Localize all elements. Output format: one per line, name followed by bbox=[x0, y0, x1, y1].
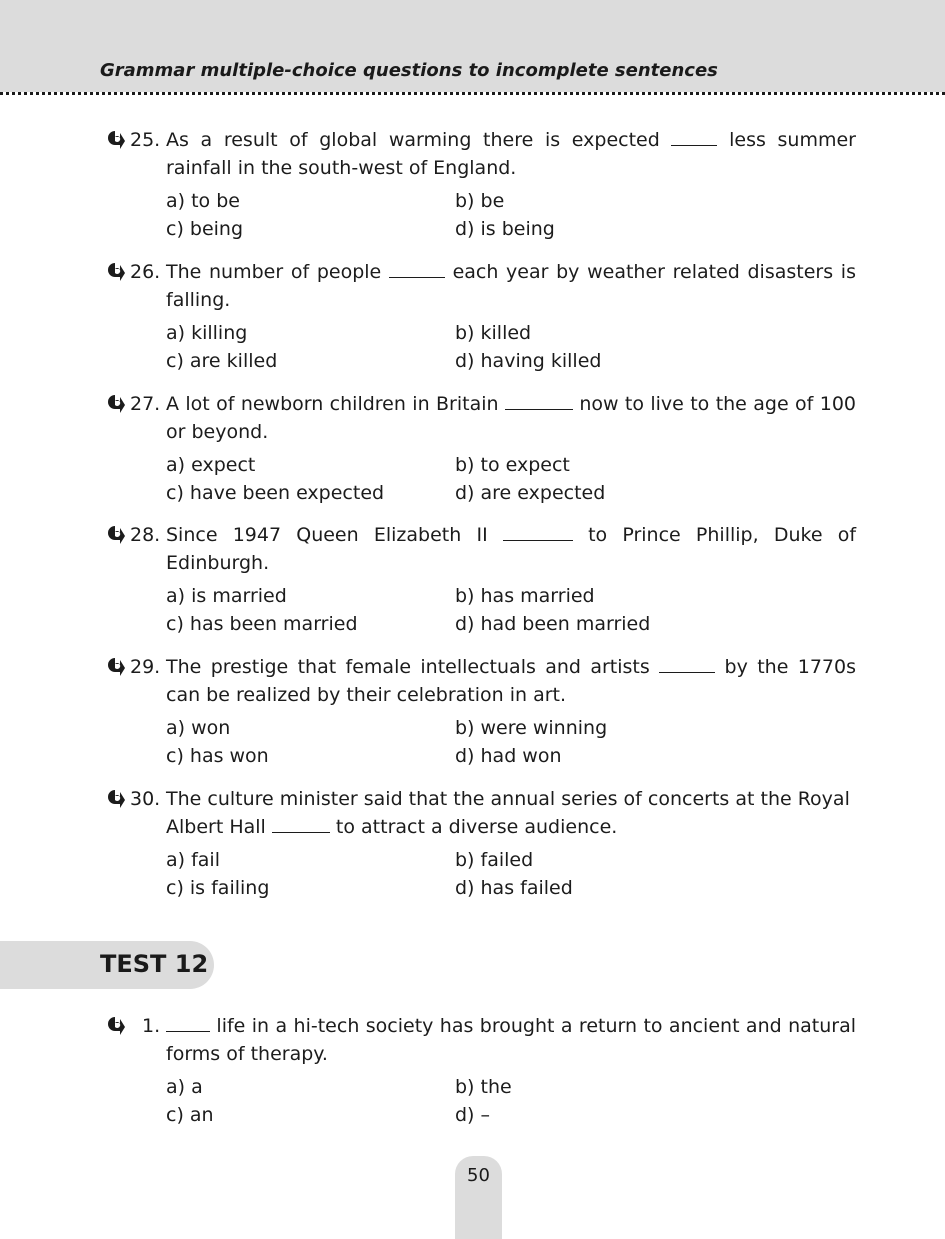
answer-blank[interactable] bbox=[389, 261, 445, 278]
answer-options bbox=[166, 187, 766, 243]
answer-options bbox=[166, 1073, 766, 1129]
question-text: As a result of global warming there is expected less summer rainfall in the south-west of England. bbox=[166, 129, 856, 179]
answer-blank[interactable] bbox=[505, 393, 573, 410]
option-a[interactable]: a) is married bbox=[166, 585, 287, 607]
question-text: The number of people each year by weather related disasters is falling. bbox=[166, 261, 856, 311]
option-a[interactable]: a) expect bbox=[166, 454, 256, 476]
option-c[interactable]: c) has been married bbox=[166, 613, 358, 635]
option-d[interactable]: d) are expected bbox=[455, 482, 606, 504]
arrow-icon bbox=[103, 1013, 125, 1035]
option-b[interactable]: b) be bbox=[455, 190, 505, 212]
option-a[interactable]: a) fail bbox=[166, 849, 220, 871]
question-text: The prestige that female intellectuals and artists by the 1770s can be realized by their celebration in art. bbox=[166, 656, 856, 706]
option-b[interactable]: b) the bbox=[455, 1076, 512, 1098]
answer-options bbox=[166, 582, 766, 638]
page-header bbox=[0, 0, 945, 92]
option-d[interactable]: d) had been married bbox=[455, 613, 651, 635]
option-c[interactable]: c) are killed bbox=[166, 350, 278, 372]
option-d[interactable]: d) has failed bbox=[455, 877, 573, 899]
option-a[interactable]: a) won bbox=[166, 717, 231, 739]
answer-options bbox=[166, 846, 766, 902]
option-c[interactable]: c) being bbox=[166, 218, 244, 240]
option-d[interactable]: d) had won bbox=[455, 745, 562, 767]
question-text: Since 1947 Queen Elizabeth II to Prince Phillip, Duke of Edinburgh. bbox=[166, 524, 857, 574]
answer-blank[interactable] bbox=[503, 524, 573, 541]
answer-blank[interactable] bbox=[272, 816, 330, 833]
arrow-icon bbox=[103, 654, 125, 676]
option-d[interactable]: d) – bbox=[455, 1104, 491, 1126]
test-heading-tab bbox=[0, 941, 214, 989]
question-number: 1. bbox=[142, 1015, 161, 1037]
dotted-divider bbox=[0, 92, 945, 95]
question-number: 26. bbox=[130, 261, 161, 283]
arrow-icon bbox=[103, 127, 125, 149]
answer-blank[interactable] bbox=[671, 129, 717, 146]
option-b[interactable]: b) were winning bbox=[455, 717, 608, 739]
option-a[interactable]: a) a bbox=[166, 1076, 203, 1098]
question-text: life in a hi-tech society has brought a return to ancient and natural forms of therapy. bbox=[166, 1015, 856, 1065]
option-c[interactable]: c) an bbox=[166, 1104, 214, 1126]
question-number: 27. bbox=[130, 393, 161, 415]
arrow-icon bbox=[103, 391, 125, 413]
option-b[interactable]: b) killed bbox=[455, 322, 532, 344]
arrow-icon bbox=[103, 786, 125, 808]
option-d[interactable]: d) having killed bbox=[455, 350, 602, 372]
option-a[interactable]: a) killing bbox=[166, 322, 248, 344]
question-text: A lot of newborn children in Britain now to live to the age of 100 or beyond. bbox=[166, 393, 856, 443]
answer-blank[interactable] bbox=[166, 1015, 210, 1032]
option-c[interactable]: c) has won bbox=[166, 745, 269, 767]
option-b[interactable]: b) failed bbox=[455, 849, 534, 871]
answer-options bbox=[166, 714, 766, 770]
section-title: Grammar multiple-choice questions to incomplete sentences bbox=[100, 60, 718, 81]
test-heading: TEST 12 bbox=[100, 950, 209, 978]
option-b[interactable]: b) to expect bbox=[455, 454, 570, 476]
option-a[interactable]: a) to be bbox=[166, 190, 240, 212]
page-number: 50 bbox=[455, 1156, 502, 1239]
question-number: 30. bbox=[130, 788, 161, 810]
question-text: The culture minister said that the annual series of concerts at the Royal Albert Hall to attract a diverse audience. bbox=[166, 788, 850, 838]
option-d[interactable]: d) is being bbox=[455, 218, 555, 240]
answer-options bbox=[166, 319, 766, 375]
arrow-icon bbox=[103, 259, 125, 281]
option-c[interactable]: c) have been expected bbox=[166, 482, 385, 504]
answer-options bbox=[166, 451, 766, 507]
option-b[interactable]: b) has married bbox=[455, 585, 595, 607]
question-number: 29. bbox=[130, 656, 161, 678]
question-number: 25. bbox=[130, 129, 161, 151]
arrow-icon bbox=[103, 522, 125, 544]
option-c[interactable]: c) is failing bbox=[166, 877, 270, 899]
question-number: 28. bbox=[130, 524, 161, 546]
answer-blank[interactable] bbox=[659, 656, 715, 673]
